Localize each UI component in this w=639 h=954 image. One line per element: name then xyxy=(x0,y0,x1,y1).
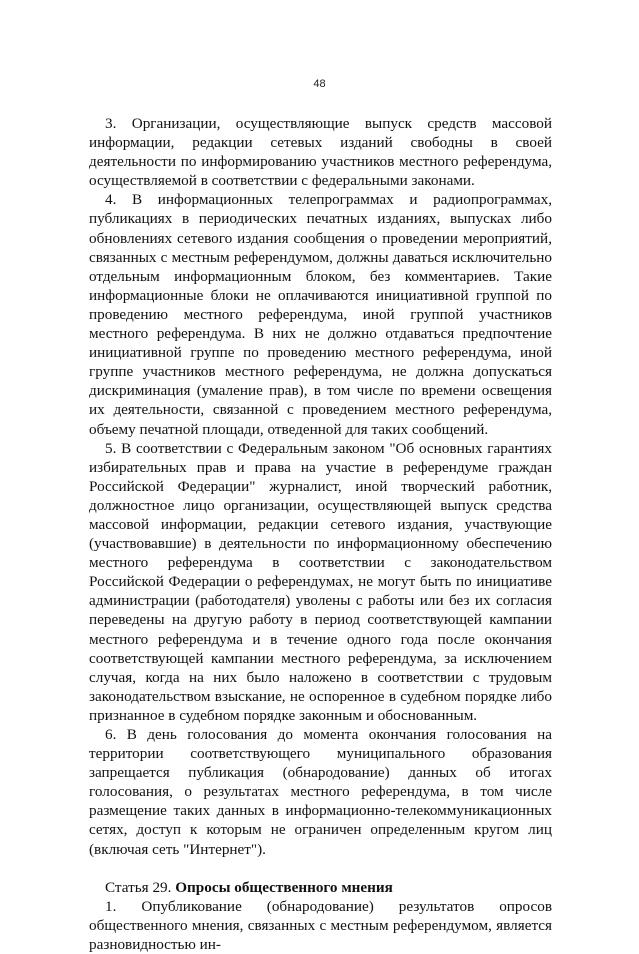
page-number: 48 xyxy=(313,78,326,90)
body-text xyxy=(89,114,552,954)
article-title: Опросы общественного мнения xyxy=(175,878,393,896)
paragraph-6: 6. В день голосования до момента окончания голосования на территории соответствующего муниципального образования запрещается публикация (обнародование) данных об итогах голосования, о результатах местного референдума, в том числе размещение таких данных в информационно-телекоммуникационных сетях, доступ к которым не ограничен определенным кругом лиц (включая сеть "Интернет"). xyxy=(89,726,552,858)
paragraph-3: 3. Организации, осуществляющие выпуск средств массовой информации, редакции сетевых изданий свободны в своей деятельности по информированию участников местного референдума, осуществляемой в соответствии с федеральными законами. xyxy=(89,115,552,190)
article-paragraph-1: 1. Опубликование (обнародование) результатов опросов общественного мнения, связанных с местным референдумом, является разновидностью ин- xyxy=(89,897,552,953)
paragraph-5: 5. В соответствии с Федеральным законом "Об основных гарантиях избирательных прав и права на участие в референдуме граждан Российской Федерации" журналист, иной творческий работник, должностное лицо организации, осуществляющей выпуск средства массовой информации, редакции сетевого издания, участвующие (участвовавшие) в деятельности по информационному обеспечению местного референдума в соответствии с законодательством Российской Федерации о референдумах, не могут быть по инициативе администрации (работодателя) уволены с работы или без их согласия переведены на другую работу в период соответствующей кампании местного референдума и в течение одного года после окончания соответствующей кампании местного референдума, за исключением случая, когда на них было наложено в соответствии с трудовым законодательством взыскание, не оспоренное в судебном порядке либо признанное в судебном порядке законным и обоснованным. xyxy=(89,439,552,724)
article-heading xyxy=(89,878,552,897)
article-number: Статья 29. xyxy=(105,878,176,896)
paragraph-4: 4. В информационных телепрограммах и радиопрограммах, публикациях в периодических печатных изданиях, выпусках либо обновлениях сетевого издания сообщения о проведении мероприятий, связанных с местным референдумом, должны даваться исключительно отдельным информационным блоком, без комментариев. Такие информационные блоки не оплачиваются инициативной группой по проведению местного референдума, иной группой участников местного референдума. В них не должно отдаваться предпочтение инициативной группе по проведению местного референдума, иной группе участников местного референдума, не должна допускаться дискриминация (умаление прав), в том числе по времени освещения их деятельности, связанной с проведением местного референдума, объему печатной площади, отведенной для таких сообщений. xyxy=(89,191,552,438)
